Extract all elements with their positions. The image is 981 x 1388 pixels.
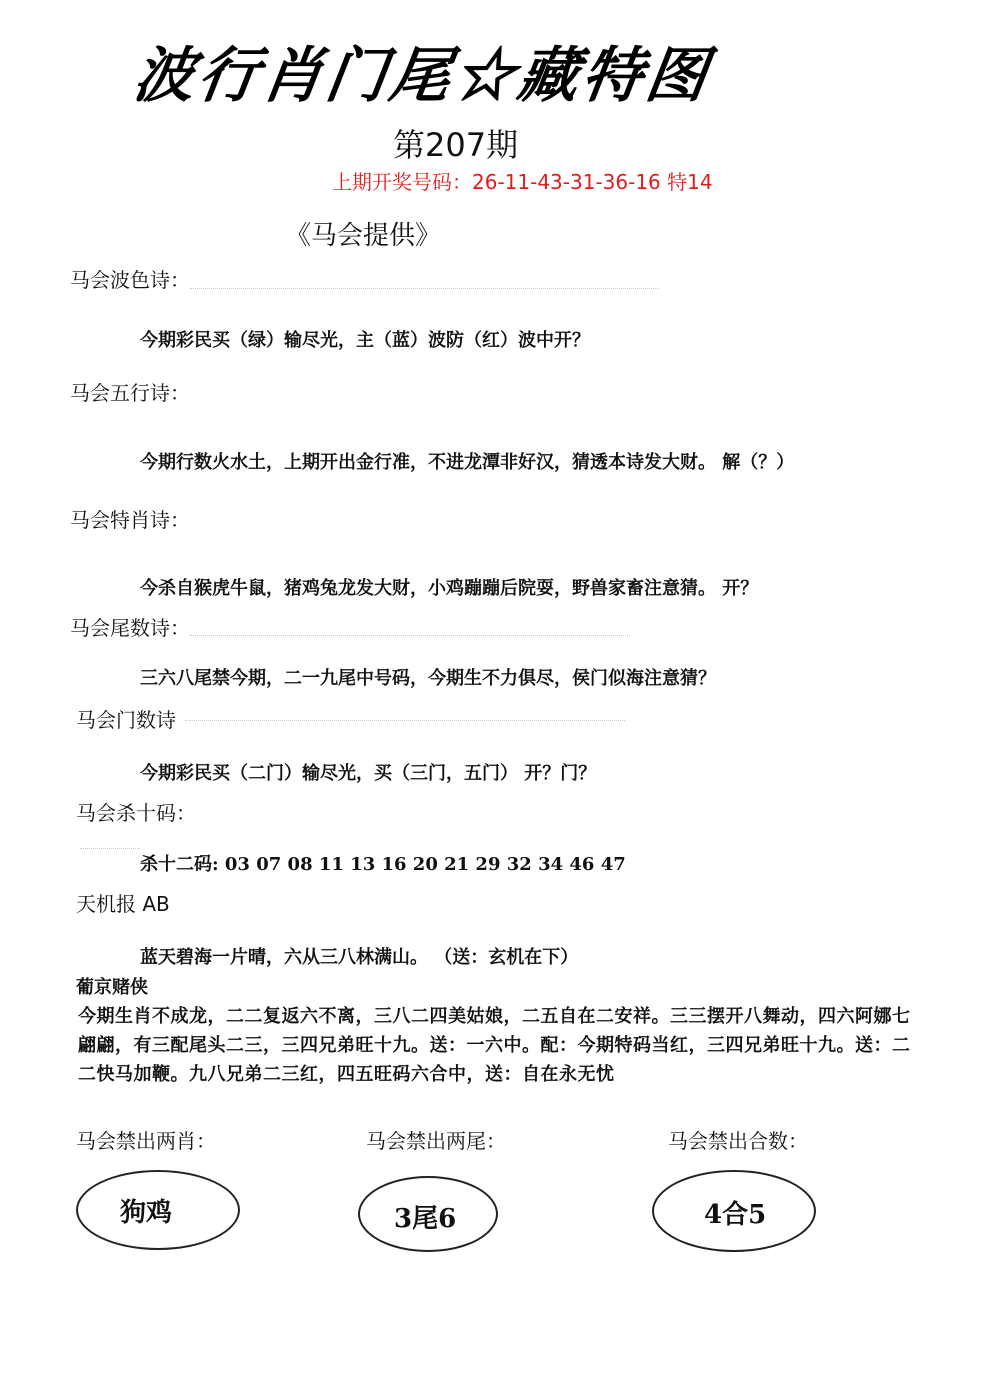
- ban-sum-value: 4合5: [704, 1200, 767, 1230]
- door-poem-text: 今期彩民买（二门）输尽光，买（三门，五门） 开？门？: [140, 763, 597, 784]
- color-poem-label: 马会波色诗：: [70, 268, 190, 292]
- kill-ten-label: 马会杀十码：: [76, 801, 196, 825]
- divider: [80, 848, 140, 849]
- tianji-label: 天机报 AB: [76, 892, 170, 916]
- ban-tail-value: 3尾6: [394, 1204, 457, 1234]
- element-poem-label: 马会五行诗：: [70, 381, 190, 405]
- last-draw-numbers: 上期开奖号码：26-11-43-31-36-16 特14: [332, 170, 713, 194]
- color-poem-text: 今期彩民买（绿）输尽光，主（蓝）波防（红）波中开？: [140, 330, 590, 351]
- element-poem-text: 今期行数火水土，上期开出金行准，不进龙潭非好汉，猜透本诗发大财。 解（？）: [140, 452, 795, 473]
- divider: [190, 635, 630, 636]
- divider: [185, 720, 625, 721]
- ban-sum-label: 马会禁出合数：: [668, 1129, 808, 1153]
- issue-number: 第207期: [393, 126, 519, 164]
- kill-numbers-text: 杀十二码: 03 07 08 11 13 16 20 21 29 32 34 46 47: [140, 854, 626, 875]
- ban-tail-label: 马会禁出两尾：: [366, 1129, 506, 1153]
- door-poem-label: 马会门数诗: [76, 708, 176, 732]
- zodiac-poem-label: 马会特肖诗：: [70, 508, 190, 532]
- zodiac-poem-text: 今杀自猴虎牛鼠，猪鸡兔龙发大财，小鸡蹦蹦后院耍，野兽家畜注意猜。 开？: [140, 578, 759, 599]
- tail-poem-text: 三六八尾禁今期，二一九尾中号码，今期生不力俱尽，侯门似海注意猜？: [140, 668, 716, 689]
- divider: [190, 288, 660, 289]
- ban-zodiac-label: 马会禁出两肖：: [76, 1129, 216, 1153]
- ban-zodiac-value: 狗鸡: [120, 1198, 173, 1228]
- tianji-text: 蓝天碧海一片晴，六从三八林满山。 （送：玄机在下）: [140, 947, 579, 968]
- tail-poem-label: 马会尾数诗：: [70, 616, 190, 640]
- pujing-label: 葡京赌侠: [76, 977, 148, 998]
- page-title: 波行肖门尾☆藏特图: [129, 41, 716, 111]
- source-label: 《马会提供》: [285, 221, 442, 251]
- pujing-text: 今期生肖不成龙，二二复返六不离，三八二四美姑娘，二五自在二安祥。三三摆开八舞动，四六阿娜七翩翩，有三配尾头二三，三四兄弟旺十九。送：一六中。配：今期特码当红，三四兄弟旺十九。送：二二快马加鞭。九八兄弟二三红，四五旺码六合中，送：自在永无忧: [78, 1006, 911, 1085]
